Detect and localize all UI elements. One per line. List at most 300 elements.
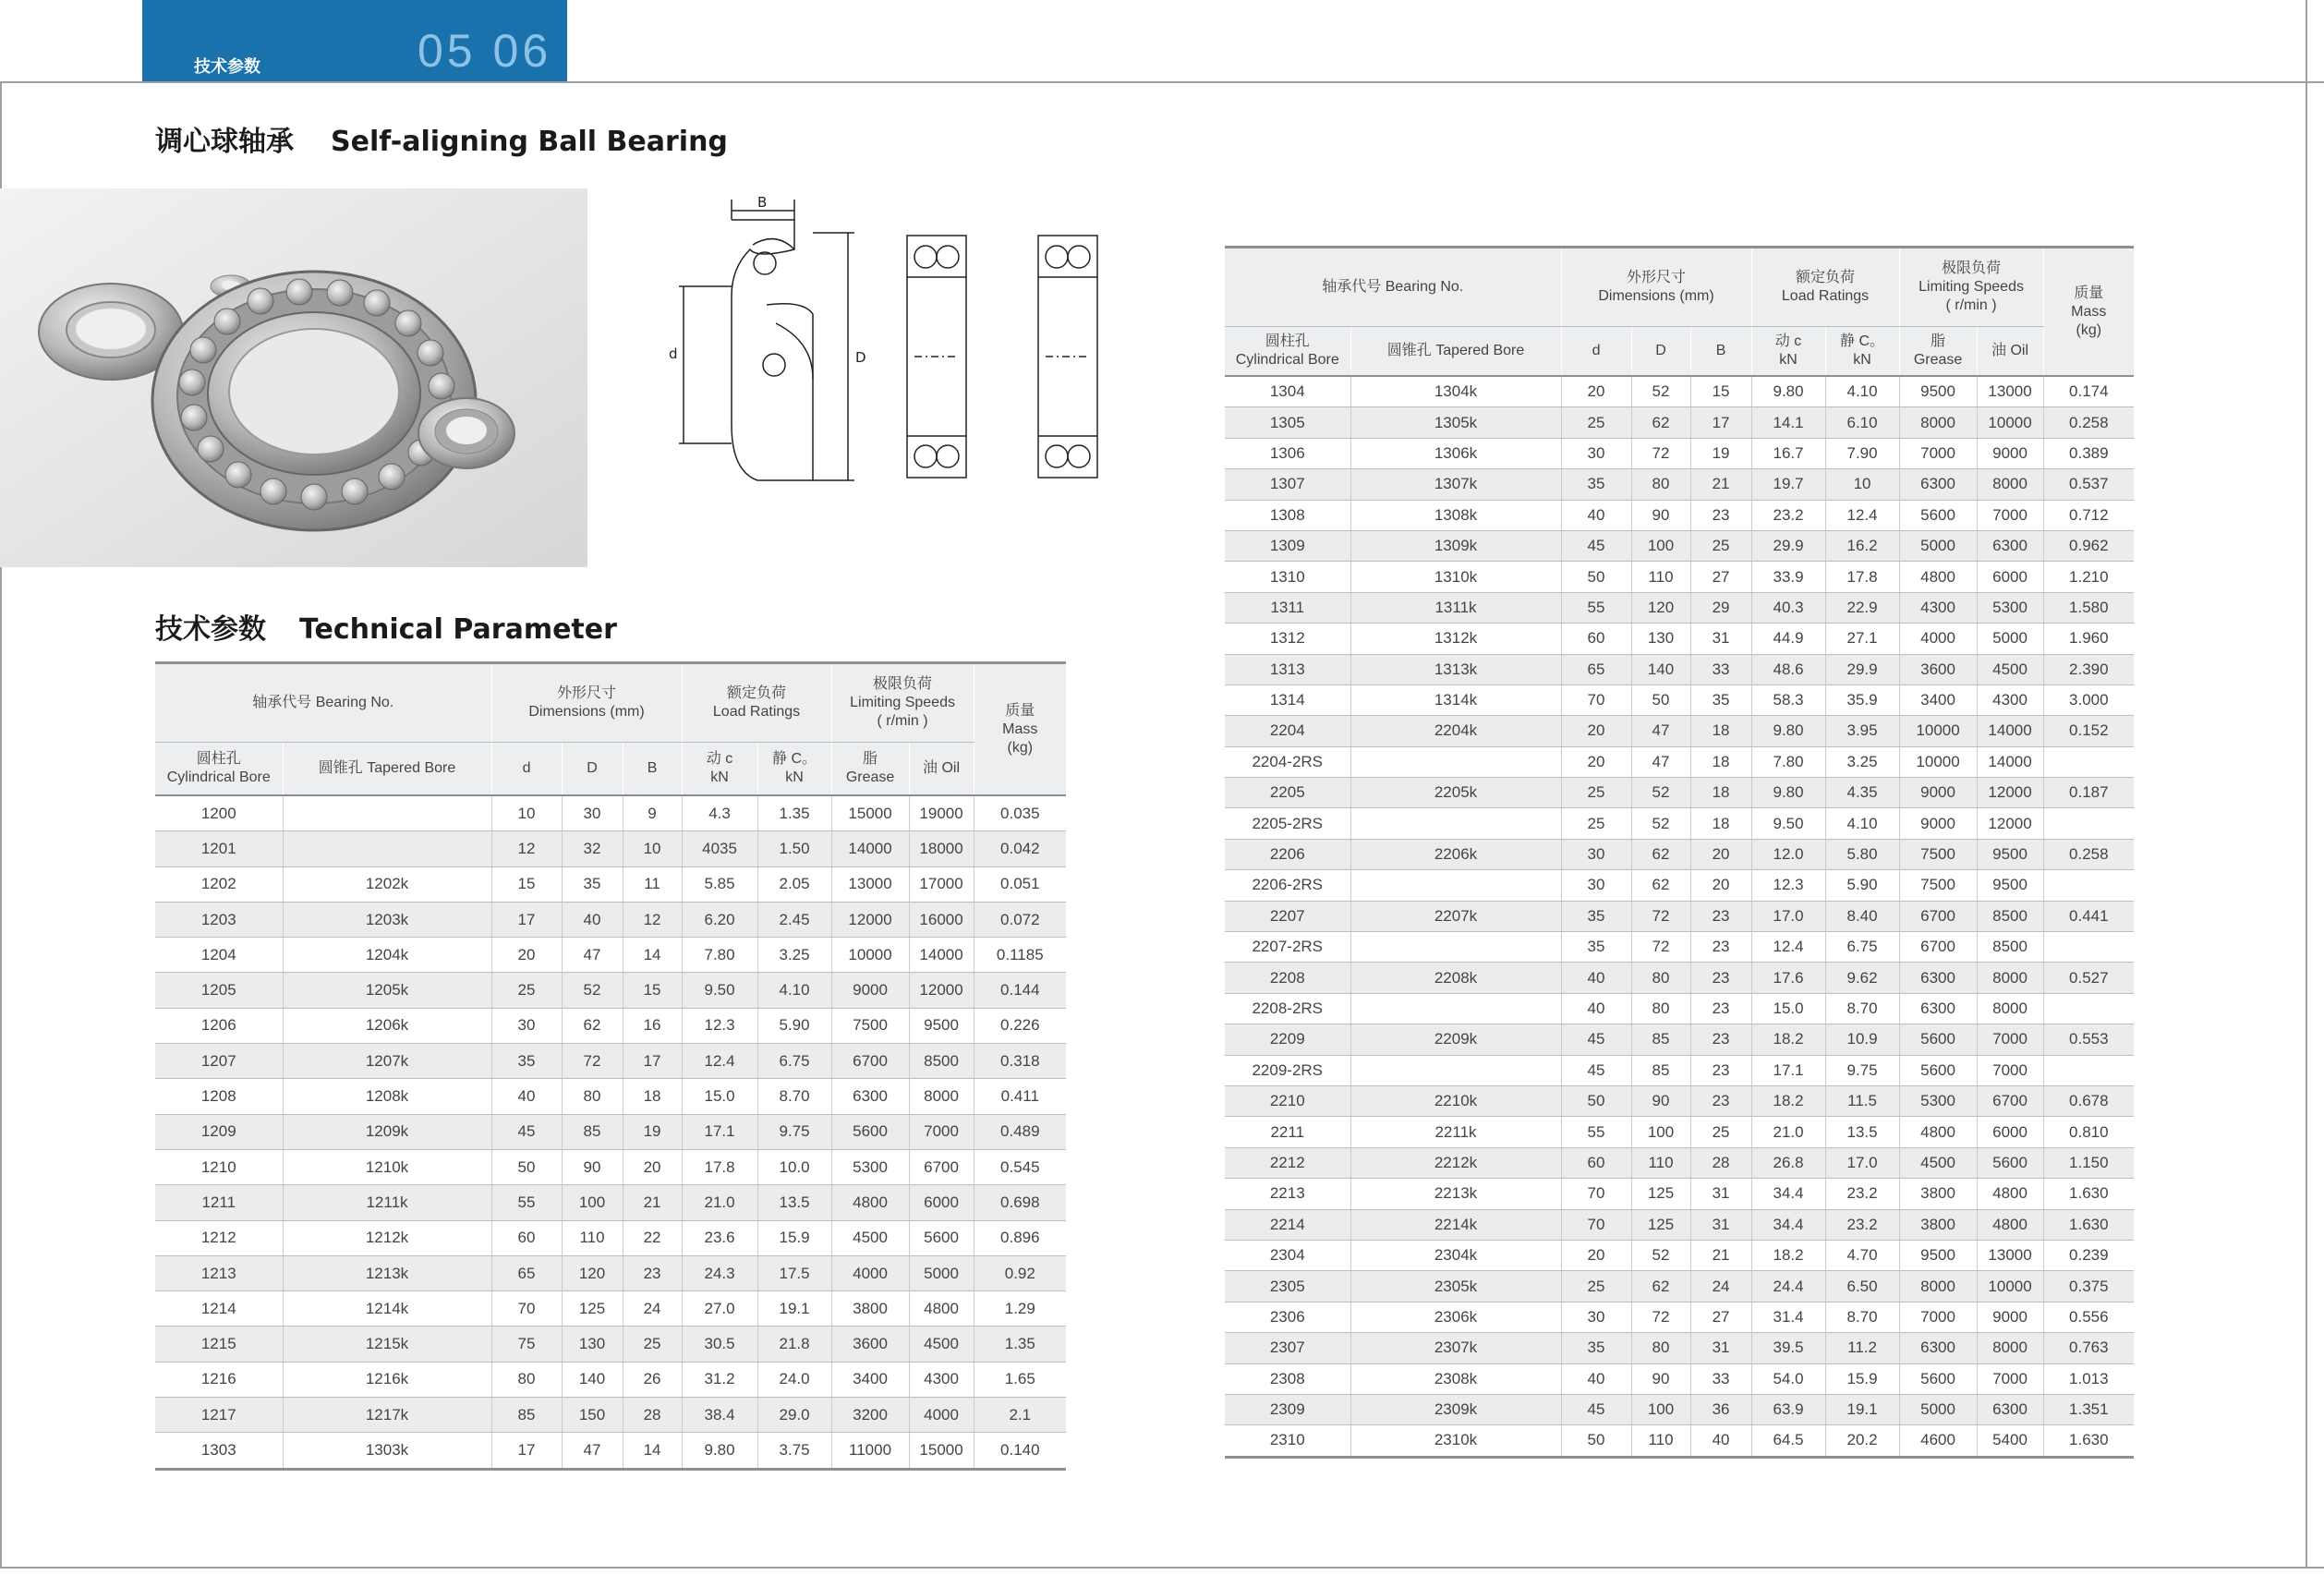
- header-limiting-speeds: 极限负荷 Limiting Speeds ( r/min ): [1899, 248, 2043, 327]
- cell-speed-oil: 4300: [909, 1362, 974, 1397]
- cell-width-b: 28: [623, 1398, 682, 1433]
- cell-tapered-bore: 1205k: [283, 973, 491, 1008]
- cell-tapered-bore: [283, 831, 491, 866]
- cell-outer-d: 52: [1631, 778, 1690, 808]
- cell-bore-d: 50: [1561, 1085, 1631, 1116]
- cell-bore-d: 25: [1561, 778, 1631, 808]
- cell-bore-d: 40: [491, 1079, 562, 1114]
- cell-outer-d: 72: [562, 1044, 623, 1079]
- cell-outer-d: 85: [1631, 1024, 1690, 1055]
- cell-bore-d: 30: [1561, 438, 1631, 468]
- cell-dynamic-load: 17.6: [1751, 963, 1825, 993]
- cell-tapered-bore: 1212k: [283, 1220, 491, 1255]
- cell-bore-d: 10: [491, 795, 562, 831]
- cell-mass: 0.152: [2043, 716, 2134, 746]
- cell-cyl-bore: 1308: [1225, 500, 1350, 530]
- cell-tapered-bore: 1311k: [1350, 592, 1561, 623]
- cell-mass: 0.810: [2043, 1117, 2134, 1147]
- cell-tapered-bore: 1313k: [1350, 654, 1561, 684]
- cell-bore-d: 55: [491, 1185, 562, 1220]
- cell-speed-grease: 4000: [1899, 624, 1977, 654]
- cell-dynamic-load: 15.0: [682, 1079, 757, 1114]
- cell-mass: [2043, 870, 2134, 901]
- cell-tapered-bore: [1350, 746, 1561, 777]
- cell-speed-grease: 10000: [1899, 716, 1977, 746]
- cell-speed-oil: 9500: [909, 1008, 974, 1043]
- cell-outer-d: 62: [1631, 1271, 1690, 1302]
- cell-outer-d: 120: [562, 1255, 623, 1290]
- cell-width-b: 19: [623, 1114, 682, 1149]
- cell-speed-oil: 6300: [1977, 1394, 2043, 1424]
- cell-outer-d: 80: [1631, 963, 1690, 993]
- table-row: [155, 973, 1066, 1008]
- cell-static-load: 13.5: [1825, 1117, 1899, 1147]
- cell-width-b: 20: [1690, 870, 1751, 901]
- cell-dynamic-load: 23.2: [1751, 500, 1825, 530]
- cell-static-load: 11.2: [1825, 1333, 1899, 1363]
- cell-dynamic-load: 17.1: [1751, 1055, 1825, 1085]
- cell-dynamic-load: 18.2: [1751, 1240, 1825, 1270]
- cell-static-load: 23.2: [1825, 1209, 1899, 1240]
- table-row: [1225, 624, 2134, 654]
- cell-dynamic-load: 9.80: [682, 1433, 757, 1469]
- cell-speed-oil: 12000: [1977, 778, 2043, 808]
- cell-width-b: 14: [623, 938, 682, 973]
- cell-mass: 0.962: [2043, 530, 2134, 561]
- cell-static-load: 7.90: [1825, 438, 1899, 468]
- cell-dynamic-load: 39.5: [1751, 1333, 1825, 1363]
- cell-static-load: 4.35: [1825, 778, 1899, 808]
- cell-speed-grease: 4800: [1899, 562, 1977, 592]
- cell-width-b: 21: [1690, 469, 1751, 500]
- cell-static-load: 5.80: [1825, 839, 1899, 869]
- header-load-ratings: 额定负荷 Load Ratings: [682, 663, 831, 743]
- cell-outer-d: 90: [1631, 500, 1690, 530]
- cell-dynamic-load: 12.3: [682, 1008, 757, 1043]
- cell-mass: 1.29: [974, 1291, 1066, 1327]
- cell-static-load: 9.62: [1825, 963, 1899, 993]
- cell-static-load: 3.25: [1825, 746, 1899, 777]
- cell-outer-d: 52: [1631, 376, 1690, 407]
- header-d: d: [1561, 327, 1631, 377]
- cell-dynamic-load: 23.6: [682, 1220, 757, 1255]
- cell-bore-d: 40: [1561, 1363, 1631, 1394]
- cell-tapered-bore: 1310k: [1350, 562, 1561, 592]
- cell-static-load: 3.75: [757, 1433, 831, 1469]
- cell-width-b: 36: [1690, 1394, 1751, 1424]
- cell-bore-d: 45: [1561, 530, 1631, 561]
- cell-mass: 0.537: [2043, 469, 2134, 500]
- cell-width-b: 23: [1690, 993, 1751, 1024]
- cell-cyl-bore: 2208: [1225, 963, 1350, 993]
- cell-outer-d: 72: [1631, 438, 1690, 468]
- table-row: [155, 1114, 1066, 1149]
- cell-mass: 0.226: [974, 1008, 1066, 1043]
- cell-outer-d: 32: [562, 831, 623, 866]
- page-frame-top: [0, 81, 2324, 83]
- table-row: [1225, 1425, 2134, 1457]
- cell-cyl-bore: 1204: [155, 938, 283, 973]
- table-row: [155, 831, 1066, 866]
- header-grease: 脂 Grease: [831, 743, 909, 796]
- cell-speed-grease: 7000: [1899, 1302, 1977, 1332]
- cell-outer-d: 110: [1631, 1425, 1690, 1457]
- cell-outer-d: 100: [562, 1185, 623, 1220]
- cell-tapered-bore: 1305k: [1350, 407, 1561, 438]
- cell-outer-d: 80: [1631, 469, 1690, 500]
- cell-cyl-bore: 1310: [1225, 562, 1350, 592]
- cell-speed-oil: 4500: [1977, 654, 2043, 684]
- cell-static-load: 17.5: [757, 1255, 831, 1290]
- section-title-cn: 技术参数: [155, 613, 266, 646]
- cell-dynamic-load: 63.9: [1751, 1394, 1825, 1424]
- cell-bore-d: 35: [1561, 932, 1631, 963]
- cell-width-b: 31: [1690, 1333, 1751, 1363]
- cell-speed-oil: 5600: [1977, 1147, 2043, 1178]
- cell-width-b: 18: [1690, 808, 1751, 839]
- cell-speed-grease: 10000: [831, 938, 909, 973]
- cell-outer-d: 40: [562, 902, 623, 937]
- cell-tapered-bore: 1215k: [283, 1327, 491, 1362]
- cell-tapered-bore: [1350, 808, 1561, 839]
- cell-outer-d: 100: [1631, 1117, 1690, 1147]
- header-bearing-no: 轴承代号 Bearing No.: [1225, 248, 1561, 327]
- cell-outer-d: 140: [1631, 654, 1690, 684]
- cell-cyl-bore: 1311: [1225, 592, 1350, 623]
- table-row: [1225, 1179, 2134, 1209]
- cell-speed-oil: 4800: [909, 1291, 974, 1327]
- cell-mass: 0.763: [2043, 1333, 2134, 1363]
- cell-width-b: 18: [1690, 746, 1751, 777]
- cell-speed-oil: 8000: [909, 1079, 974, 1114]
- cell-bore-d: 45: [491, 1114, 562, 1149]
- cell-bore-d: 60: [1561, 624, 1631, 654]
- cell-cyl-bore: 2211: [1225, 1117, 1350, 1147]
- cell-dynamic-load: 48.6: [1751, 654, 1825, 684]
- cell-outer-d: 110: [1631, 562, 1690, 592]
- cell-tapered-bore: 1203k: [283, 902, 491, 937]
- diagram-label-small-d: d: [669, 345, 678, 362]
- cell-static-load: 6.75: [1825, 932, 1899, 963]
- cell-bore-d: 25: [491, 973, 562, 1008]
- cell-width-b: 28: [1690, 1147, 1751, 1178]
- cell-cyl-bore: 1201: [155, 831, 283, 866]
- cell-width-b: 33: [1690, 1363, 1751, 1394]
- cell-cyl-bore: 2305: [1225, 1271, 1350, 1302]
- cell-cyl-bore: 1206: [155, 1008, 283, 1043]
- cell-bore-d: 45: [1561, 1394, 1631, 1424]
- cell-bore-d: 35: [491, 1044, 562, 1079]
- page-frame-bottom: [0, 1567, 2324, 1569]
- cell-static-load: 3.95: [1825, 716, 1899, 746]
- cell-dynamic-load: 15.0: [1751, 993, 1825, 1024]
- cell-mass: [2043, 746, 2134, 777]
- cell-width-b: 29: [1690, 592, 1751, 623]
- cell-outer-d: 72: [1631, 901, 1690, 931]
- cell-tapered-bore: 2307k: [1350, 1333, 1561, 1363]
- cell-width-b: 31: [1690, 1209, 1751, 1240]
- table-row: [1225, 778, 2134, 808]
- cell-bore-d: 35: [1561, 1333, 1631, 1363]
- cell-dynamic-load: 17.8: [682, 1149, 757, 1184]
- cell-tapered-bore: 2209k: [1350, 1024, 1561, 1055]
- cell-mass: [2043, 808, 2134, 839]
- cell-bore-d: 60: [1561, 1147, 1631, 1178]
- cell-cyl-bore: 1307: [1225, 469, 1350, 500]
- cell-dynamic-load: 7.80: [1751, 746, 1825, 777]
- cell-tapered-bore: 2306k: [1350, 1302, 1561, 1332]
- header-cylindrical-bore: 圆柱孔 Cylindrical Bore: [1225, 327, 1350, 377]
- cell-speed-oil: 10000: [1977, 407, 2043, 438]
- page-title: [155, 118, 728, 159]
- cell-mass: [2043, 932, 2134, 963]
- cell-speed-oil: 4300: [1977, 684, 2043, 715]
- cell-speed-grease: 4500: [1899, 1147, 1977, 1178]
- cell-tapered-bore: 1312k: [1350, 624, 1561, 654]
- cell-bore-d: 20: [491, 938, 562, 973]
- cell-cyl-bore: 2206: [1225, 839, 1350, 869]
- cell-bore-d: 30: [491, 1008, 562, 1043]
- table-row: [1225, 808, 2134, 839]
- cell-mass: 0.712: [2043, 500, 2134, 530]
- cell-speed-grease: 4600: [1899, 1425, 1977, 1457]
- cell-speed-oil: 6000: [1977, 562, 2043, 592]
- cell-speed-grease: 7000: [1899, 438, 1977, 468]
- cell-speed-grease: 3400: [1899, 684, 1977, 715]
- cell-speed-grease: 3800: [831, 1291, 909, 1327]
- cell-tapered-bore: 2212k: [1350, 1147, 1561, 1178]
- cell-outer-d: 52: [1631, 1240, 1690, 1270]
- cell-mass: 1.630: [2043, 1179, 2134, 1209]
- cell-bore-d: 75: [491, 1327, 562, 1362]
- table-row: [1225, 1024, 2134, 1055]
- cell-bore-d: 12: [491, 831, 562, 866]
- table-row: [1225, 684, 2134, 715]
- cell-width-b: 25: [1690, 530, 1751, 561]
- cell-mass: 0.144: [974, 973, 1066, 1008]
- cell-speed-oil: 13000: [1977, 1240, 2043, 1270]
- cell-dynamic-load: 18.2: [1751, 1085, 1825, 1116]
- cell-static-load: 6.10: [1825, 407, 1899, 438]
- cell-cyl-bore: 2309: [1225, 1394, 1350, 1424]
- cell-bore-d: 50: [1561, 562, 1631, 592]
- cell-static-load: 19.1: [1825, 1394, 1899, 1424]
- cell-bore-d: 25: [1561, 1271, 1631, 1302]
- cell-dynamic-load: 9.80: [1751, 778, 1825, 808]
- cell-cyl-bore: 1212: [155, 1220, 283, 1255]
- cell-outer-d: 62: [1631, 870, 1690, 901]
- cell-speed-oil: 13000: [1977, 376, 2043, 407]
- cell-static-load: 11.5: [1825, 1085, 1899, 1116]
- cell-speed-grease: 9500: [1899, 1240, 1977, 1270]
- header-mass: 质量 Mass (kg): [2043, 248, 2134, 377]
- cell-cyl-bore: 2306: [1225, 1302, 1350, 1332]
- header-oil: 油 Oil: [1977, 327, 2043, 377]
- cell-speed-oil: 10000: [1977, 1271, 2043, 1302]
- cell-speed-grease: 13000: [831, 866, 909, 902]
- cell-speed-grease: 6300: [1899, 993, 1977, 1024]
- page-numbers: 05 06: [418, 25, 552, 77]
- bearing-cross-section-diagram: [665, 194, 1108, 490]
- cell-mass: [2043, 993, 2134, 1024]
- cell-outer-d: 125: [1631, 1179, 1690, 1209]
- spec-table-right: [1225, 246, 2134, 1459]
- cell-static-load: 4.10: [757, 973, 831, 1008]
- header-static-load: 静 C。 kN: [757, 743, 831, 796]
- cell-speed-oil: 6000: [1977, 1117, 2043, 1147]
- table-row: [1225, 654, 2134, 684]
- cell-mass: 0.375: [2043, 1271, 2134, 1302]
- table-row: [155, 1008, 1066, 1043]
- cell-speed-grease: 7500: [1899, 839, 1977, 869]
- cell-width-b: 23: [1690, 1085, 1751, 1116]
- cell-bore-d: 35: [1561, 901, 1631, 931]
- table-row: [1225, 1333, 2134, 1363]
- cell-outer-d: 140: [562, 1362, 623, 1397]
- cell-outer-d: 52: [562, 973, 623, 1008]
- cell-speed-grease: 3600: [1899, 654, 1977, 684]
- cell-speed-oil: 7000: [909, 1114, 974, 1149]
- cell-bore-d: 20: [1561, 376, 1631, 407]
- cell-speed-oil: 5400: [1977, 1425, 2043, 1457]
- cell-tapered-bore: 1213k: [283, 1255, 491, 1290]
- cell-speed-oil: 4800: [1977, 1179, 2043, 1209]
- cell-tapered-bore: 1206k: [283, 1008, 491, 1043]
- cell-width-b: 12: [623, 902, 682, 937]
- cell-mass: 0.678: [2043, 1085, 2134, 1116]
- cell-static-load: 9.75: [757, 1114, 831, 1149]
- cell-outer-d: 47: [1631, 746, 1690, 777]
- cell-static-load: 12.4: [1825, 500, 1899, 530]
- cell-mass: 1.630: [2043, 1425, 2134, 1457]
- cell-bore-d: 55: [1561, 1117, 1631, 1147]
- cell-width-b: 24: [1690, 1271, 1751, 1302]
- header-section-label: 技术参数: [194, 57, 260, 77]
- cell-width-b: 20: [623, 1149, 682, 1184]
- cell-bore-d: 30: [1561, 839, 1631, 869]
- cell-dynamic-load: 12.4: [1751, 932, 1825, 963]
- cell-mass: 0.489: [974, 1114, 1066, 1149]
- cell-static-load: 20.2: [1825, 1425, 1899, 1457]
- cell-cyl-bore: 1217: [155, 1398, 283, 1433]
- cell-bore-d: 45: [1561, 1024, 1631, 1055]
- cell-dynamic-load: 5.85: [682, 866, 757, 902]
- page-frame-right: [2306, 0, 2307, 1569]
- cell-speed-oil: 4500: [909, 1327, 974, 1362]
- table-row: [1225, 469, 2134, 500]
- cell-mass: 1.35: [974, 1327, 1066, 1362]
- cell-speed-oil: 6700: [909, 1149, 974, 1184]
- header-d: d: [491, 743, 562, 796]
- cell-tapered-bore: 1309k: [1350, 530, 1561, 561]
- cell-speed-oil: 7000: [1977, 1055, 2043, 1085]
- cell-static-load: 1.35: [757, 795, 831, 831]
- cell-speed-grease: 3200: [831, 1398, 909, 1433]
- cell-outer-d: 125: [562, 1291, 623, 1327]
- cell-dynamic-load: 64.5: [1751, 1425, 1825, 1457]
- cell-width-b: 23: [1690, 963, 1751, 993]
- cell-static-load: 10.9: [1825, 1024, 1899, 1055]
- cell-width-b: 23: [1690, 1055, 1751, 1085]
- cell-cyl-bore: 2210: [1225, 1085, 1350, 1116]
- table-row: [155, 1398, 1066, 1433]
- table-row: [155, 1044, 1066, 1079]
- cell-static-load: 35.9: [1825, 684, 1899, 715]
- cell-speed-grease: 5300: [831, 1149, 909, 1184]
- cell-width-b: 21: [623, 1185, 682, 1220]
- cell-speed-grease: 5600: [1899, 500, 1977, 530]
- cell-width-b: 31: [1690, 1179, 1751, 1209]
- cell-mass: 3.000: [2043, 684, 2134, 715]
- cell-speed-oil: 7000: [1977, 1024, 2043, 1055]
- cell-speed-grease: 9500: [1899, 376, 1977, 407]
- cell-tapered-bore: 1210k: [283, 1149, 491, 1184]
- table-row: [1225, 530, 2134, 561]
- cell-speed-grease: 8000: [1899, 1271, 1977, 1302]
- cell-static-load: 4.10: [1825, 376, 1899, 407]
- cell-cyl-bore: 1203: [155, 902, 283, 937]
- cell-static-load: 13.5: [757, 1185, 831, 1220]
- cell-speed-grease: 14000: [831, 831, 909, 866]
- cell-mass: 2.1: [974, 1398, 1066, 1433]
- cell-bore-d: 20: [1561, 1240, 1631, 1270]
- cell-speed-grease: 4800: [1899, 1117, 1977, 1147]
- cell-cyl-bore: 2214: [1225, 1209, 1350, 1240]
- table-row: [1225, 963, 2134, 993]
- cell-bore-d: 70: [1561, 1179, 1631, 1209]
- cell-outer-d: 72: [1631, 932, 1690, 963]
- spec-table-left-body: [155, 795, 1066, 1469]
- table-row: [1225, 1085, 2134, 1116]
- cell-speed-grease: 12000: [831, 902, 909, 937]
- cell-static-load: 27.1: [1825, 624, 1899, 654]
- cell-speed-oil: 12000: [1977, 808, 2043, 839]
- cell-mass: 0.556: [2043, 1302, 2134, 1332]
- cell-dynamic-load: 33.9: [1751, 562, 1825, 592]
- cell-dynamic-load: 34.4: [1751, 1179, 1825, 1209]
- cell-bore-d: 25: [1561, 808, 1631, 839]
- cell-bore-d: 55: [1561, 592, 1631, 623]
- cell-speed-grease: 9000: [1899, 808, 1977, 839]
- cell-static-load: 16.2: [1825, 530, 1899, 561]
- table-row: [1225, 1302, 2134, 1332]
- cell-speed-grease: 5600: [1899, 1024, 1977, 1055]
- cell-static-load: 2.45: [757, 902, 831, 937]
- cell-mass: 0.411: [974, 1079, 1066, 1114]
- cell-tapered-bore: 1304k: [1350, 376, 1561, 407]
- cell-static-load: 29.0: [757, 1398, 831, 1433]
- cell-speed-grease: 8000: [1899, 407, 1977, 438]
- cell-cyl-bore: 1215: [155, 1327, 283, 1362]
- cell-speed-grease: 11000: [831, 1433, 909, 1469]
- cell-speed-grease: 3800: [1899, 1209, 1977, 1240]
- cell-cyl-bore: 2310: [1225, 1425, 1350, 1457]
- cell-speed-oil: 9000: [1977, 1302, 2043, 1332]
- cell-static-load: 9.75: [1825, 1055, 1899, 1085]
- cell-outer-d: 47: [562, 938, 623, 973]
- cell-dynamic-load: 7.80: [682, 938, 757, 973]
- cell-width-b: 15: [1690, 376, 1751, 407]
- header-load-ratings: 额定负荷 Load Ratings: [1751, 248, 1899, 327]
- cell-outer-d: 35: [562, 866, 623, 902]
- cell-mass: 0.140: [974, 1433, 1066, 1469]
- cell-width-b: 17: [623, 1044, 682, 1079]
- cell-static-load: 15.9: [1825, 1363, 1899, 1394]
- table-row: [155, 1433, 1066, 1469]
- cell-tapered-bore: 2309k: [1350, 1394, 1561, 1424]
- cell-speed-grease: 6300: [1899, 1333, 1977, 1363]
- header-limiting-speeds: 极限负荷 Limiting Speeds ( r/min ): [831, 663, 974, 743]
